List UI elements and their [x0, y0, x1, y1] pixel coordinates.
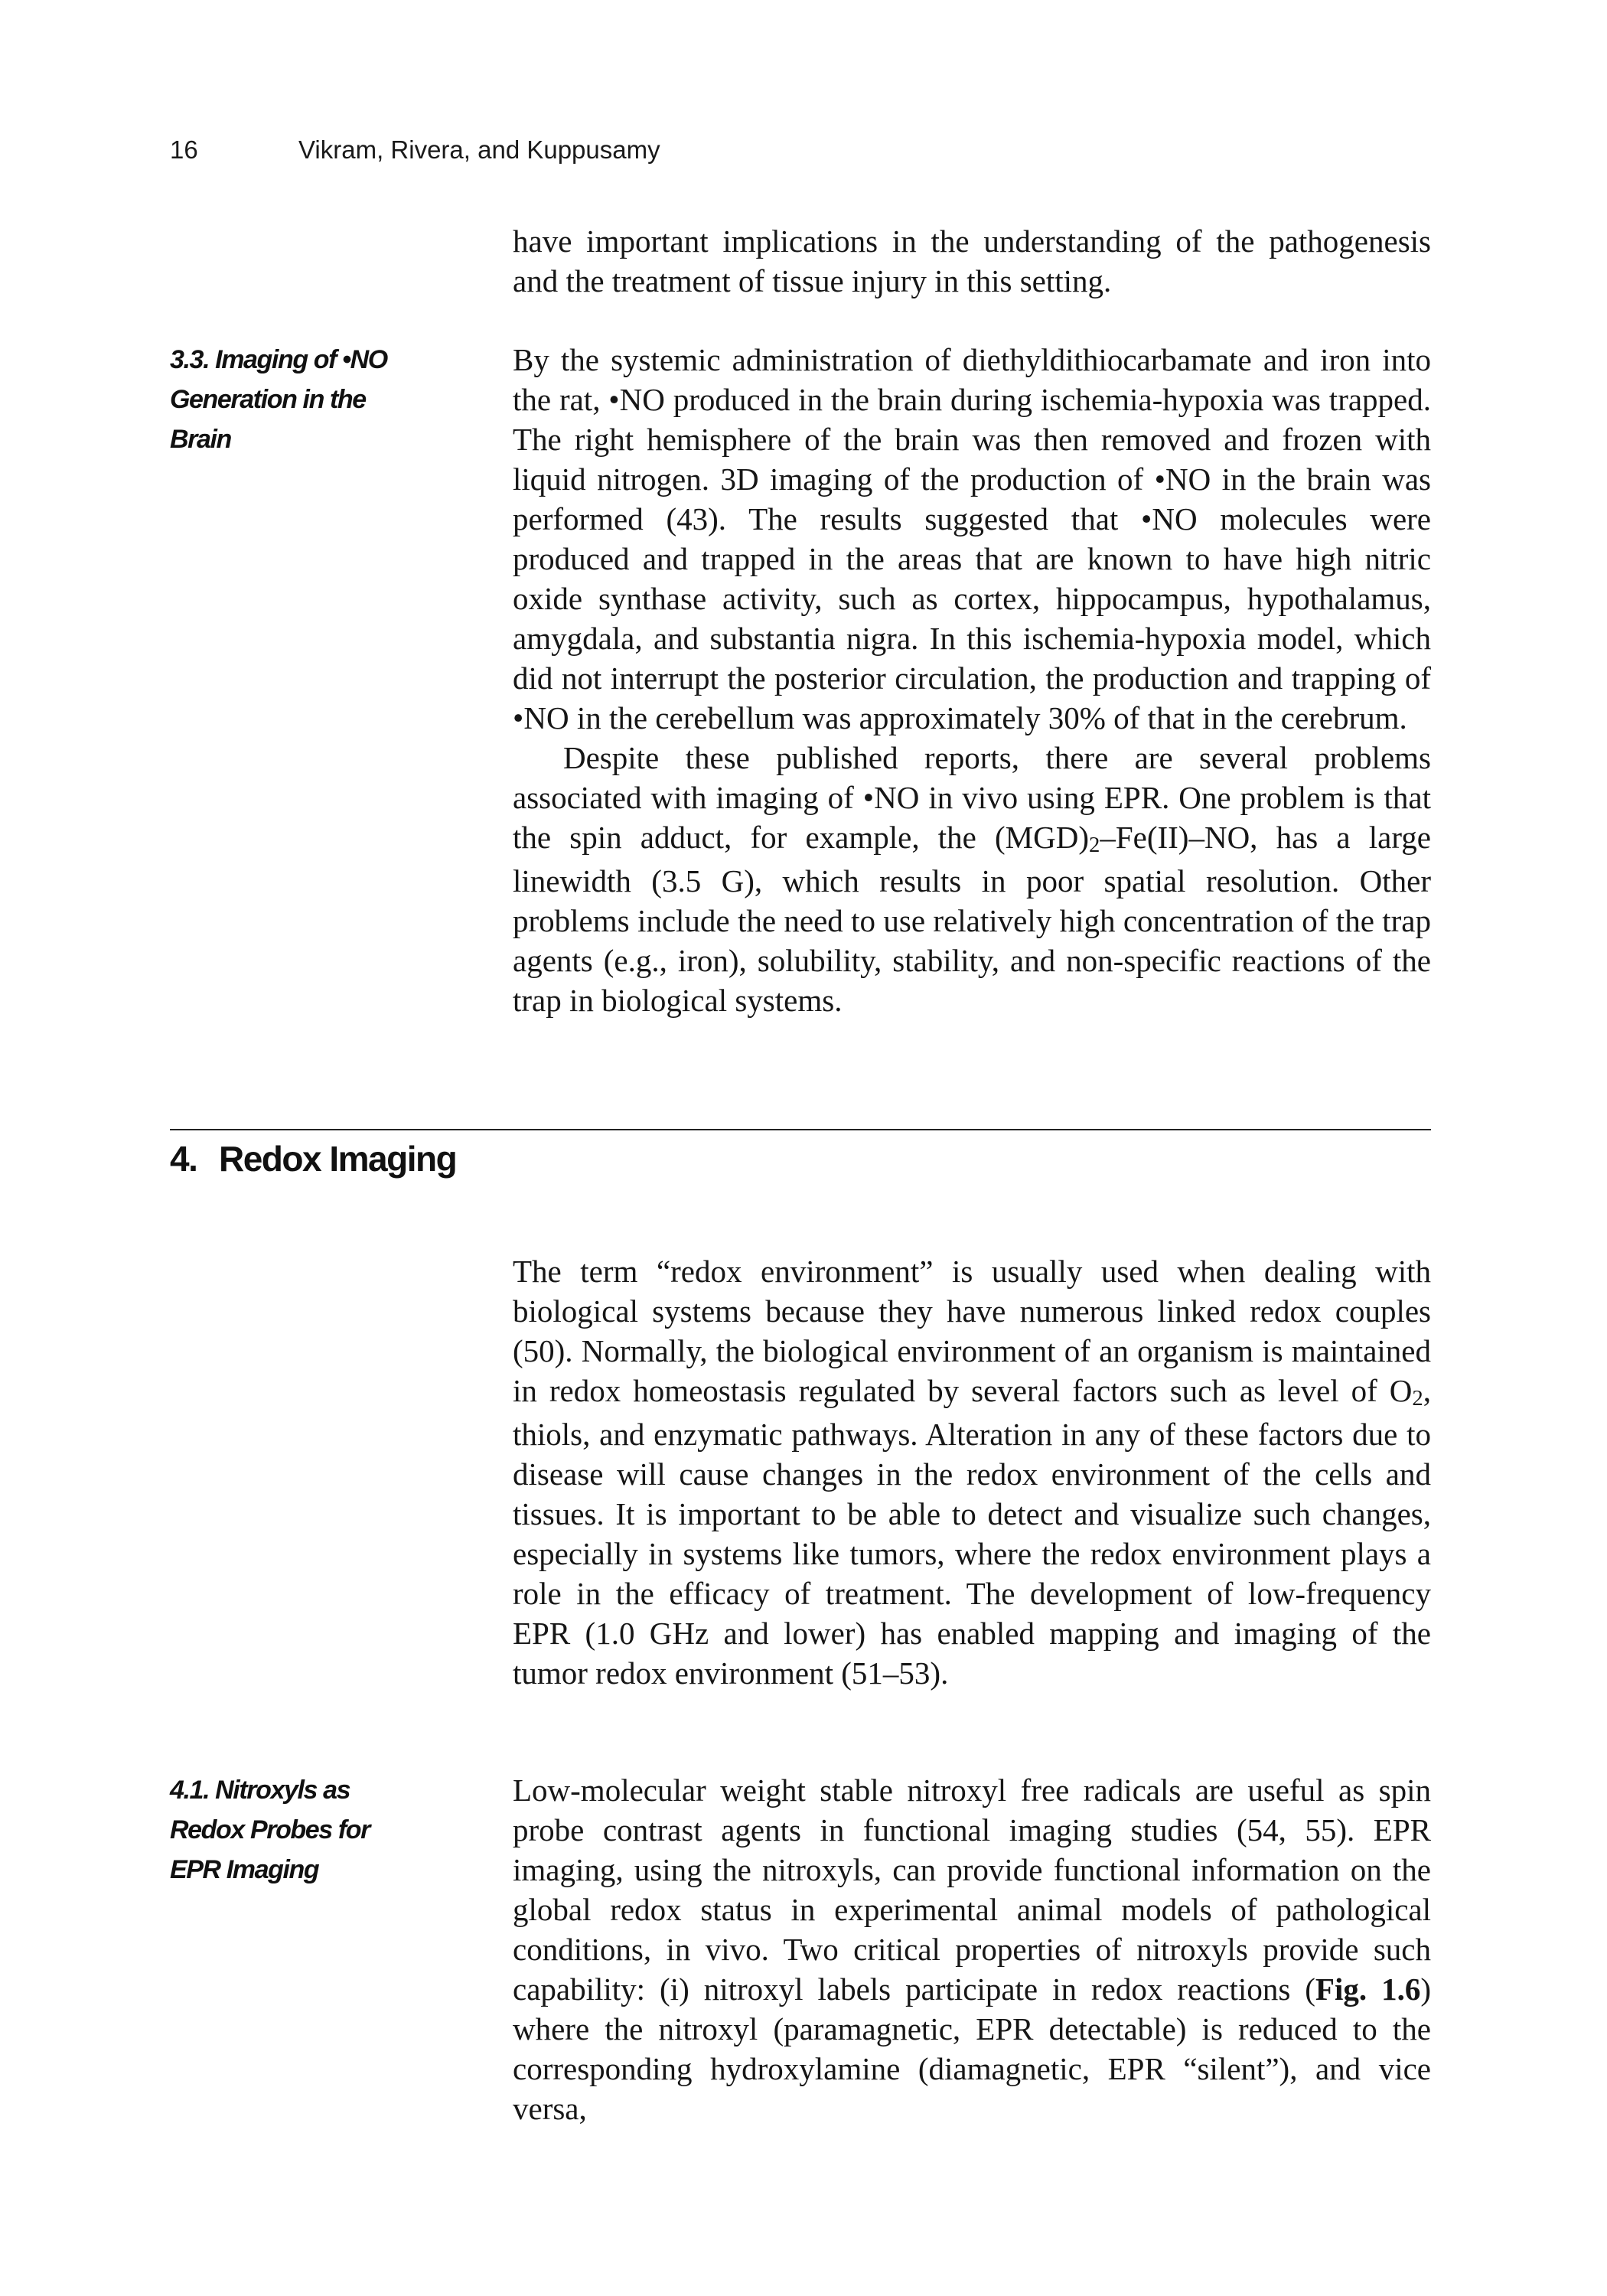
- section-4-1-paragraph-1: [513, 1770, 1431, 2128]
- section-3-3-body: [513, 340, 1431, 1020]
- section-3-3-heading-line-2: Generation in the: [170, 385, 366, 414]
- section-3-3-paragraph-1: By the systemic administration of diethyldithiocarbamate and iron into the rat, •NO produced in the brain during ischemia-hypoxia was trapped. The right hemisphere of the brain was then removed and frozen with liquid nitrogen. 3D imaging of the production of •NO in the brain was performed (43). The results suggested that •NO molecules were produced and trapped in the areas that are known to have high nitric oxide synthase activity, such as cortex, hippocampus, hypothalamus, amygdala, and substantia nigra. In this ischemia-hypoxia model, which did not interrupt the posterior circulation, the production and trapping of •NO in the cerebellum was approximately 30% of that in the cerebrum.: [513, 342, 1431, 735]
- section-4-1-heading-line-3: EPR Imaging: [170, 1855, 319, 1884]
- intro-paragraph: have important implications in the understanding of the pathogenesis and the treatment of tissue injury in this setting.: [513, 223, 1431, 298]
- paragraph-text: The term “redox environment” is usually used when dealing with biological systems because they have numerous linked redox couples (50). Normally, the biological environment of an organism is maintained in redox homeostasis regulated by several factors such as level of O: [513, 1254, 1431, 1408]
- running-authors: Vikram, Rivera, and Kuppusamy: [298, 135, 660, 164]
- paragraph-text: , thiols, and enzymatic pathways. Alteration in any of these factors due to disease will cause changes in the redox environment of the cells and tissues. It is important to be able to detect and visualize such changes, especially in systems like tumors, where the redox environment plays a role in the efficacy of treatment. The development of low-frequency EPR (1.0 GHz and lower) has enabled mapping and imaging of the tumor redox environment (51–53).: [513, 1373, 1431, 1691]
- page-number: 16: [170, 135, 198, 164]
- section-3-3-paragraph-2: [513, 738, 1431, 1020]
- paragraph-text: Low-molecular weight stable nitroxyl free radicals are useful as spin probe contrast agents in functional imaging studies (54, 55). EPR imaging, using the nitroxyls, can provide functional information on the global redox status in experimental animal models of pathological conditions, in vivo. Two critical properties of nitroxyls provide such capability: (i) nitroxyl labels participate in redox reactions (: [513, 1773, 1431, 2007]
- paragraph-text: Despite these published reports, there are several problems associated with imaging of •NO in vivo using EPR. One problem is that the spin adduct, for example, the (MGD): [513, 740, 1431, 855]
- section-4-body: [513, 1251, 1431, 1693]
- section-4-1-body: [513, 1770, 1431, 2128]
- section-3-3-heading-line-3: Brain: [170, 425, 231, 454]
- figure-reference: Fig. 1.6: [1315, 1971, 1421, 2007]
- subscript: 2: [1412, 1386, 1423, 1411]
- paragraph-text: ) where the nitroxyl (paramagnetic, EPR detectable) is reduced to the corresponding hydroxylamine (diamagnetic, EPR “silent”), and vice versa,: [513, 1971, 1431, 2126]
- section-4-1-heading: [170, 1770, 445, 1890]
- section-4-paragraph-1: [513, 1251, 1431, 1693]
- section-4-1-heading-line-2: Redox Probes for: [170, 1815, 370, 1844]
- running-header: [170, 135, 660, 165]
- subscript: 2: [1089, 833, 1100, 858]
- intro-paragraph-block: [513, 221, 1431, 301]
- section-4-1-heading-line-1: 4.1. Nitroxyls as: [170, 1776, 350, 1805]
- section-3-3-heading-line-1: 3.3. Imaging of •NO: [170, 345, 387, 374]
- section-4-title: Redox Imaging: [219, 1139, 457, 1179]
- section-4-heading: [170, 1138, 456, 1179]
- section-4-number: 4.: [170, 1139, 197, 1179]
- section-3-3-heading: [170, 340, 445, 459]
- section-divider: [170, 1129, 1431, 1130]
- paragraph-text: –Fe(II)–NO, has a large linewidth (3.5 G), which results in poor spatial resolution. Other problems include the need to use relatively high concentration of the trap agents (e.g., iron), solubility, stability, and non-specific reactions of the trap in biological systems.: [513, 820, 1431, 1018]
